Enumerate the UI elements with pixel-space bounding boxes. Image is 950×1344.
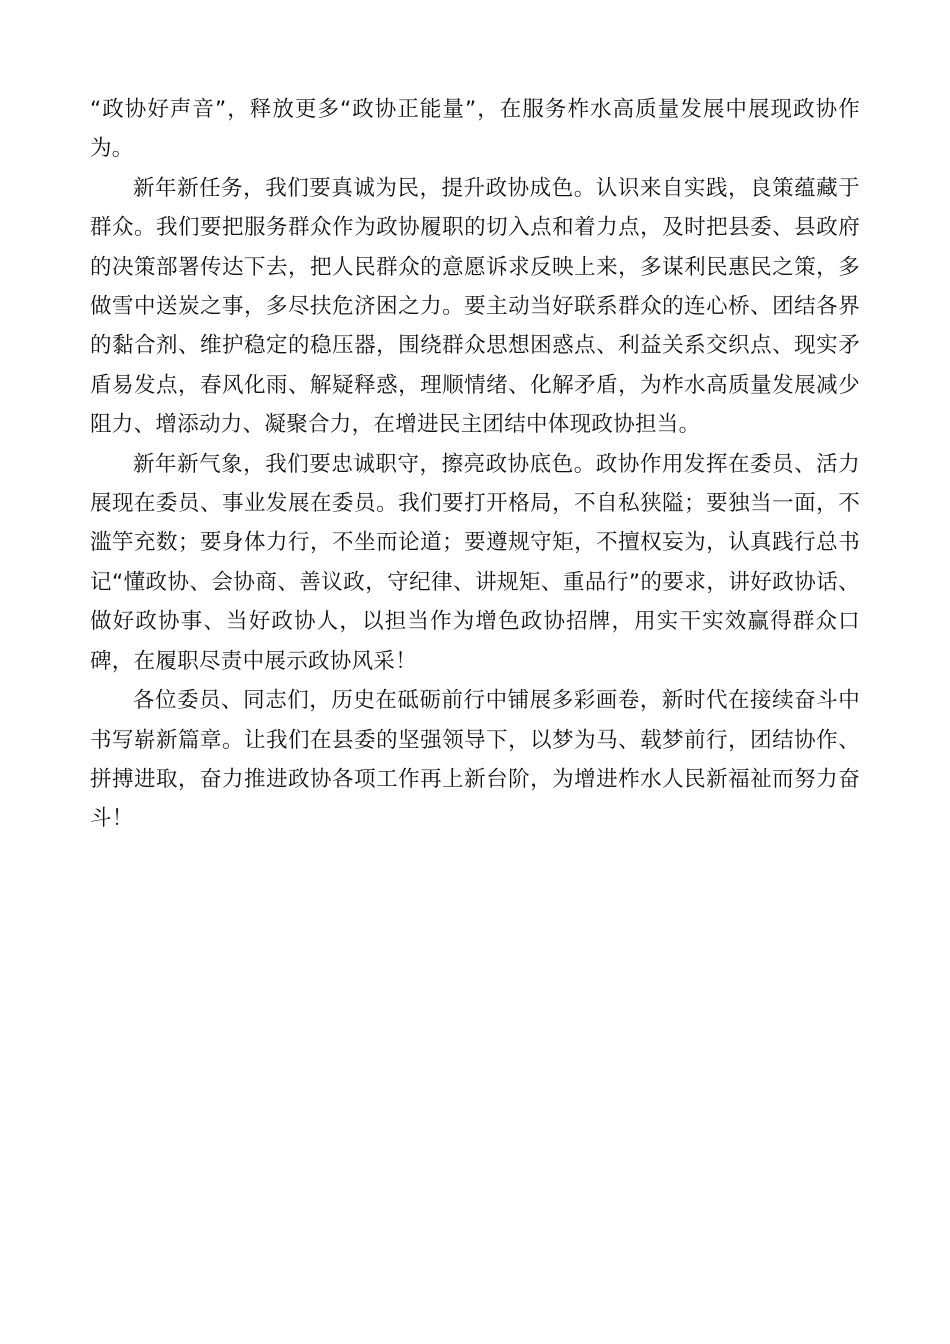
document-body [90, 90, 860, 839]
paragraph-new-year-task: 新年新任务，我们要真诚为民，提升政协成色。认识来自实践，良策蕴藏于群众。我们要把服务群众作为政协履职的切入点和着力点，及时把县委、县政府的决策部署传达下去，把人民群众的意愿诉求反映上来，多谋利民惠民之策，多做雪中送炭之事，多尽扶危济困之力。要主动当好联系群众的连心桥、团结各界的黏合剂、维护稳定的稳压器，围绕群众思想困惑点、利益关系交织点、现实矛盾易发点，春风化雨、解疑释惑，理顺情绪、化解矛盾，为柞水高质量发展减少阻力、增添动力、凝聚合力，在增进民主团结中体现政协担当。 [90, 175, 860, 438]
paragraph-closing: 各位委员、同志们，历史在砥砺前行中铺展多彩画卷，新时代在接续奋斗中书写崭新篇章。让我们在县委的坚强领导下，以梦为马、载梦前行，团结协作、拼搏进取，奋力推进政协各项工作再上新台阶，为增进柞水人民新福祉而努力奋斗！ [90, 688, 860, 832]
paragraph-new-year-atmosphere: 新年新气象，我们要忠诚职守，擦亮政协底色。政协作用发挥在委员、活力展现在委员、事业发展在委员。我们要打开格局，不自私狭隘；要独当一面，不滥竽充数；要身体力行，不坐而论道；要遵规守矩，不擅权妄为，认真践行总书记“懂政协、会协商、善议政，守纪律、讲规矩、重品行”的要求，讲好政协话、做好政协事、当好政协人，以担当作为增色政协招牌，用实干实效赢得群众口碑，在履职尽责中展示政协风采！ [90, 451, 860, 674]
paragraph-continuation: “政协好声音”，释放更多“政协正能量”，在服务柞水高质量发展中展现政协作为。 [90, 97, 860, 162]
